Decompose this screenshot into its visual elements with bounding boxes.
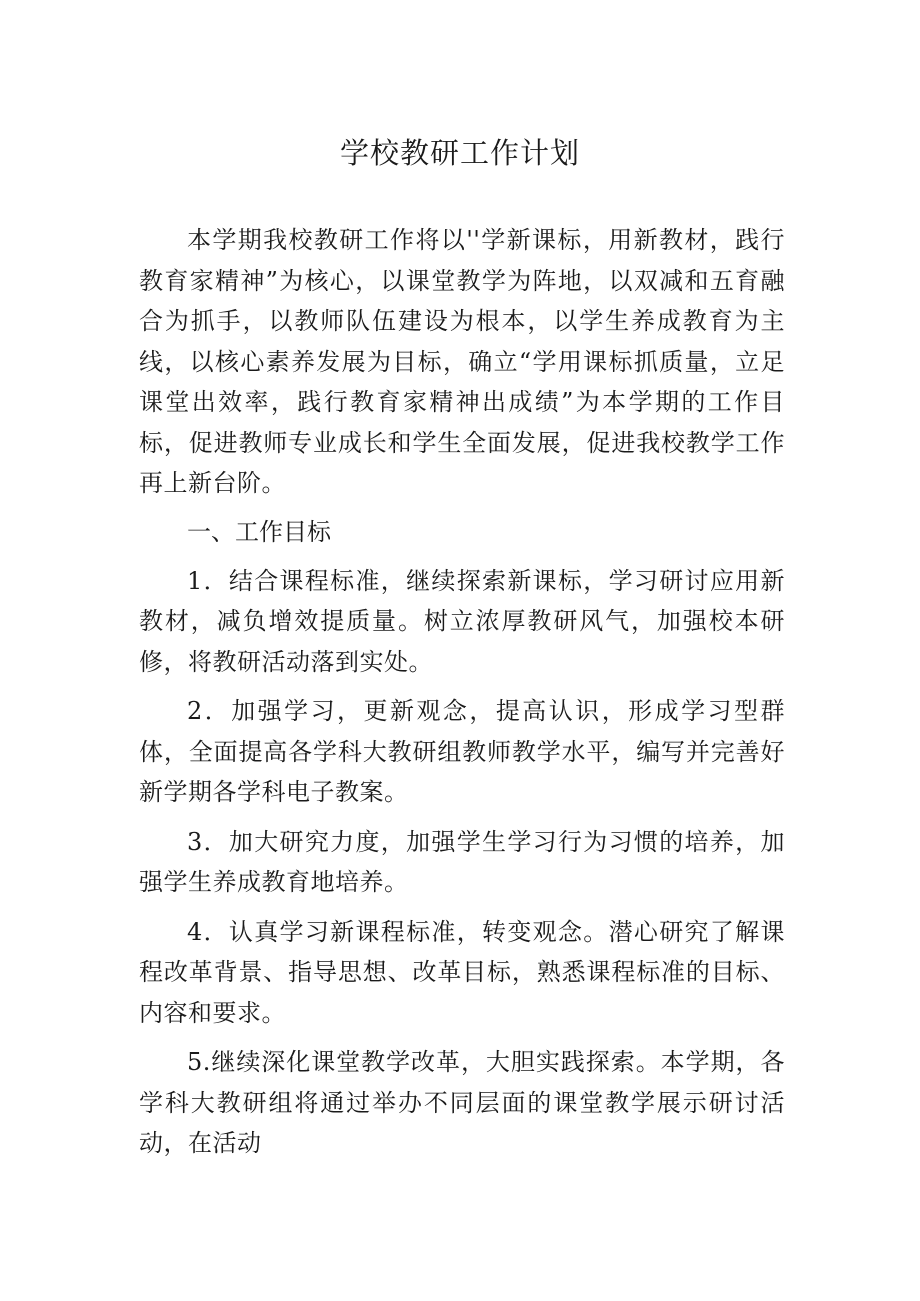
intro-paragraph: 本学期我校教研工作将以''学新课标，用新教材，践行教育家精神”为核心，以课堂教学为阵地，以双减和五育融合为抓手，以教师队伍建设为根本，以学生养成教育为主线，以核心素养发展为目标，确立“学用课标抓质量，立足课堂出效率，践行教育家精神出成绩”为本学期的工作目标，促进教师专业成长和学生全面发展，促进我校教学工作再上新台阶。 — [139, 226, 785, 497]
document-title: 学校教研工作计划 — [339, 136, 580, 170]
goal-item-5: 5.继续深化课堂教学改革，大胆实践探索。本学期，各学科大教研组将通过举办不同层面的课堂教学展示研讨活动，在活动 — [139, 1048, 785, 1157]
goal-item-2: 2．加强学习，更新观念，提高认识，形成学习型群体，全面提高各学科大教研组教师教学水平，编写并完善好新学期各学科电子教案。 — [139, 697, 785, 806]
goal-item-4: 4．认真学习新课程标准，转变观念。潜心研究了解课程改革背景、指导思想、改革目标，熟悉课程标准的目标、内容和要求。 — [139, 917, 785, 1027]
goal-item-3: 3．加大研究力度，加强学生学习行为习惯的培养，加强学生养成教育地培养。 — [139, 827, 785, 896]
goal-item-1: 1．结合课程标准，继续探索新课标，学习研讨应用新教材，减负增效提质量。树立浓厚教研风气，加强校本研修，将教研活动落到实处。 — [139, 566, 785, 676]
document-body — [139, 220, 785, 1164]
section-heading-goals: 一、工作目标 — [187, 517, 331, 546]
